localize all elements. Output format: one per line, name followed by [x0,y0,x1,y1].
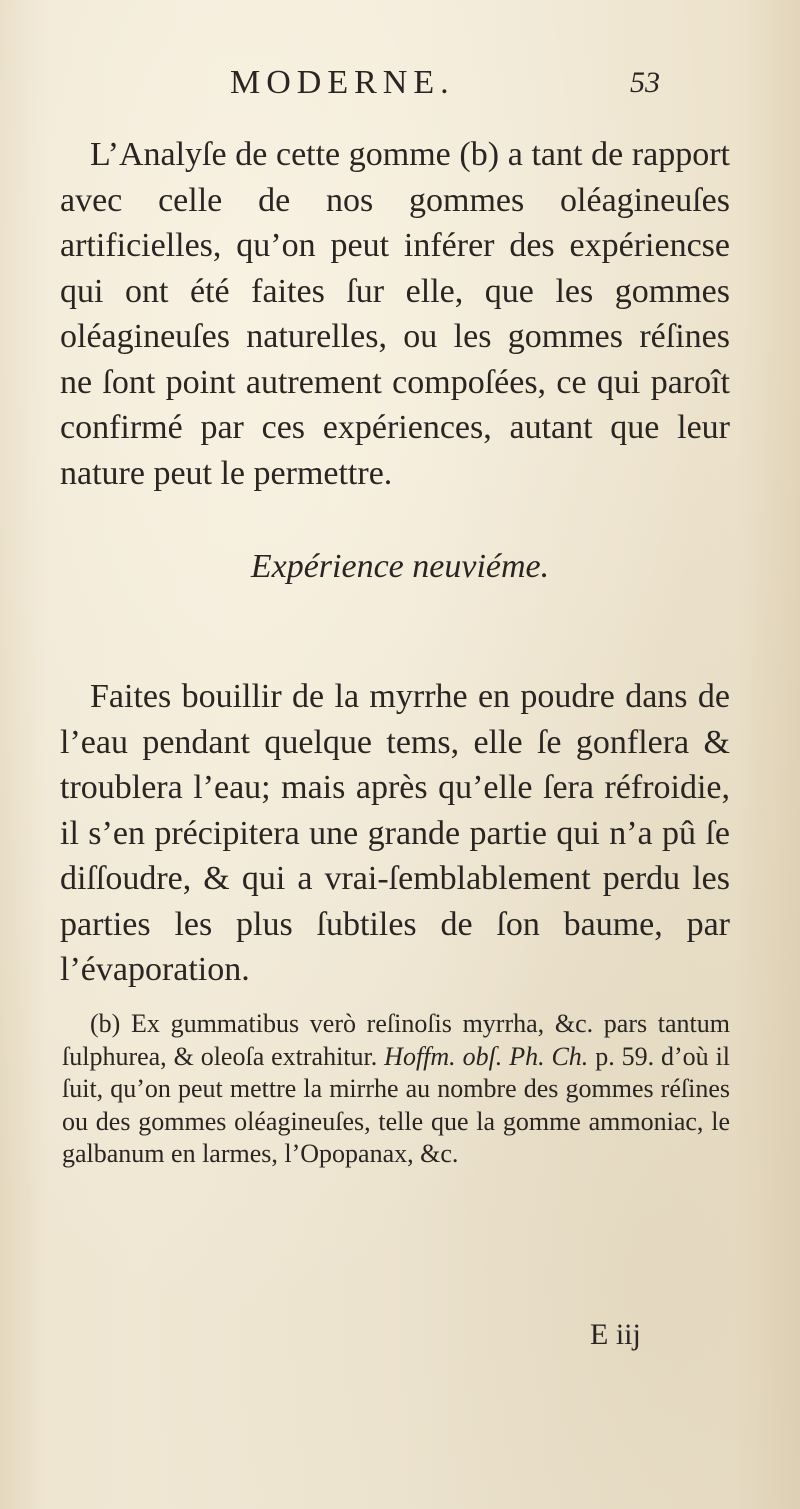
footnote [62,1008,730,1171]
paragraph-experiment: Faites bouillir de la myrrhe en poudre dans de l’eau pendant quelque tems, elle ſe gonflera & troublera l’eau; mais après qu’elle ſera réfroidie, il s’en précipitera une grande partie qui n’a pû ſe diſſoudre, & qui a vrai-ſemblablement perdu les parties les plus ſubtiles de ſon baume, par l’évaporation. [60,678,730,988]
running-head: MODERNE. [230,64,455,101]
section-heading: Expérience neuviéme. [250,548,550,585]
footnote-text-end: p. 59. d’où il ſuit, qu’on peut mettre la mirrhe au nombre des gommes réſines ou des gommes oléagineuſes, telle que la gomme ammoniac, le galbanum en larmes, l’Opopanax, &c. [62,1041,731,1168]
signature-mark: E iij [590,1318,641,1351]
footnote-text-start: (b) Ex gummatibus verò reſinoſis myrrha, &c. pars tantum ſulphurea, & oleoſa extrahitur. [62,1009,730,1071]
paragraph-analysis: L’Analyſe de cette gomme (b) a tant de rapport avec celle de nos gommes oléagineuſes artificielles, qu’on peut inférer des expériencse qui ont été faites ſur elle, que les gommes oléagineuſes naturelles, ou les gommes réſines ne ſont point autrement compoſées, ce qui paroît confirmé par ces expériences, autant que leur nature peut le permettre. [60,136,730,492]
page-header [230,64,660,104]
footnote-citation: Hoffm. obſ. Ph. Ch. [384,1041,589,1071]
page-number: 53 [630,66,660,99]
